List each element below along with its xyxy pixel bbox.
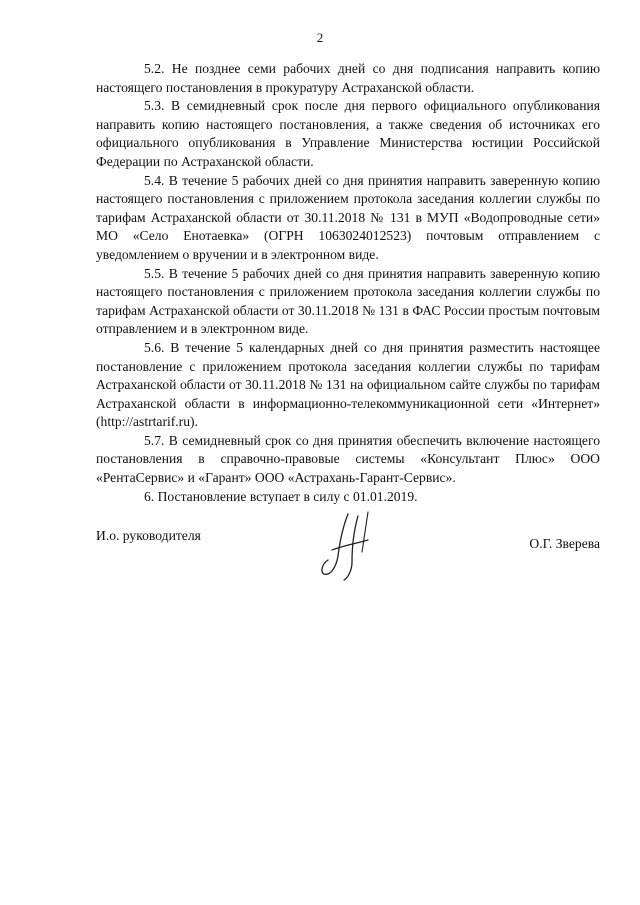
- paragraph-5-6: 5.6. В течение 5 календарных дней со дня принятия разместить настоящее постановление с приложением протокола заседания коллегии службы по тарифам Астраханской области от 30.11.2018 № 131 на официальном сайте службы по тарифам Астраханской области в информационно-телекоммуникационной сети «Интернет» (http://astrtarif.ru).: [96, 339, 600, 430]
- paragraph-5-7: 5.7. В семидневный срок со дня принятия обеспечить включение настоящего постановления в справочно-правовые системы «Консультант Плюс» ООО «РентаСервис» и «Гарант» ООО «Астрахань-Гарант-Сервис».: [96, 432, 600, 486]
- paragraph-5-4: 5.4. В течение 5 рабочих дней со дня принятия направить заверенную копию настоящего постановления с приложением протокола заседания коллегии службы по тарифам Астраханской области от 30.11.2018 № 131 в МУП «Водопроводные сети» МО «Село Енотаевка» (ОГРН 1063024012523) почтовым отправлением с уведомлением о вручении и в электронном виде.: [96, 172, 600, 262]
- document-body: [96, 60, 600, 506]
- page-number: 2: [316, 30, 324, 45]
- paragraph-5-2: 5.2. Не позднее семи рабочих дней со дня подписания направить копию настоящего постановления в прокуратуру Астраханской области.: [96, 61, 600, 95]
- paragraph-6: 6. Постановление вступает в силу с 01.01.2019.: [144, 488, 418, 504]
- paragraph-5-5: 5.5. В течение 5 рабочих дней со дня принятия направить заверенную копию настоящего постановления с приложением протокола заседания коллегии службы по тарифам Астраханской области от 30.11.2018 № 131 в ФАС России простым почтовым отправлением и в электронном виде.: [96, 265, 600, 337]
- signatory-name: О.Г. Зверева: [529, 536, 600, 551]
- paragraph-5-3: 5.3. В семидневный срок после дня первого официального опубликования направить копию настоящего постановления, а также сведения об источниках его официального опубликования в Управление Министерства юстиции Российской Федерации по Астраханской области.: [96, 98, 600, 169]
- handwritten-signature: [318, 510, 378, 582]
- signatory-position: И.о. руководителя: [96, 528, 201, 543]
